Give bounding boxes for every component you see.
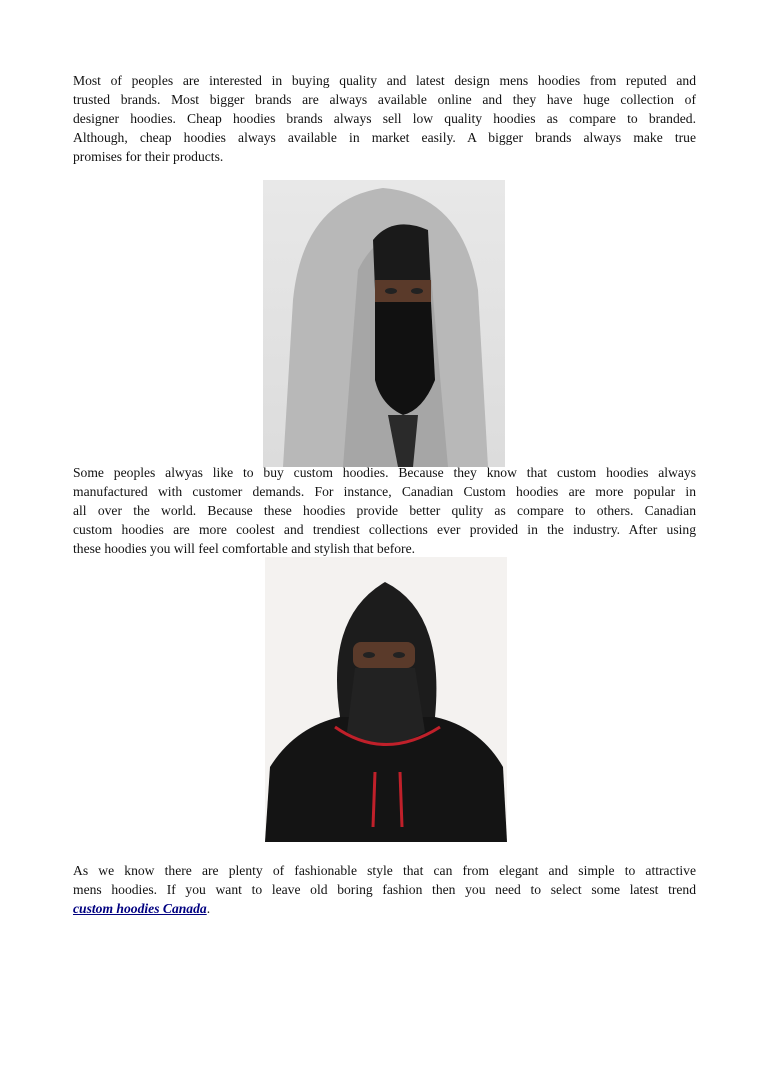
paragraph-intro <box>73 71 696 166</box>
text-line: trusted brands. Most bigger brands are always available online and they have huge collection of <box>73 92 696 107</box>
black-balaclava-photo <box>265 557 507 842</box>
paragraph-custom-hoodies <box>73 463 696 558</box>
text-line: custom hoodies are more coolest and trendiest collections ever provided in the industry. After using <box>73 522 696 537</box>
text-line: As we know there are plenty of fashionable style that can from elegant and simple to attractive <box>73 863 696 878</box>
period: . <box>206 901 211 916</box>
text-line: all over the world. Because these hoodies provide better qulity as compare to others. Canadian <box>73 503 696 518</box>
text-line: designer hoodies. Cheap hoodies brands always sell low quality hoodies as compare to branded. <box>73 111 696 126</box>
text-line: Some peoples alwyas like to buy custom hoodies. Because they know that custom hoodies always <box>73 465 696 480</box>
text-line: mens hoodies. If you want to leave old boring fashion then you need to select some latest trend <box>73 882 696 897</box>
text-line: manufactured with customer demands. For instance, Canadian Custom hoodies are more popular in <box>73 484 696 499</box>
grey-hoodie-photo <box>263 180 505 467</box>
paragraph-conclusion <box>73 861 696 918</box>
text-line: Although, cheap hoodies always available in market easily. A bigger brands always make true <box>73 130 696 145</box>
text-line: Most of peoples are interested in buying quality and latest design mens hoodies from reputed and <box>73 73 696 88</box>
text-line: promises for their products. <box>73 149 224 164</box>
text-line <box>73 899 696 918</box>
custom-hoodies-canada-link[interactable]: custom hoodies Canada <box>73 901 207 916</box>
text-line: these hoodies you will feel comfortable and stylish that before. <box>73 541 416 556</box>
